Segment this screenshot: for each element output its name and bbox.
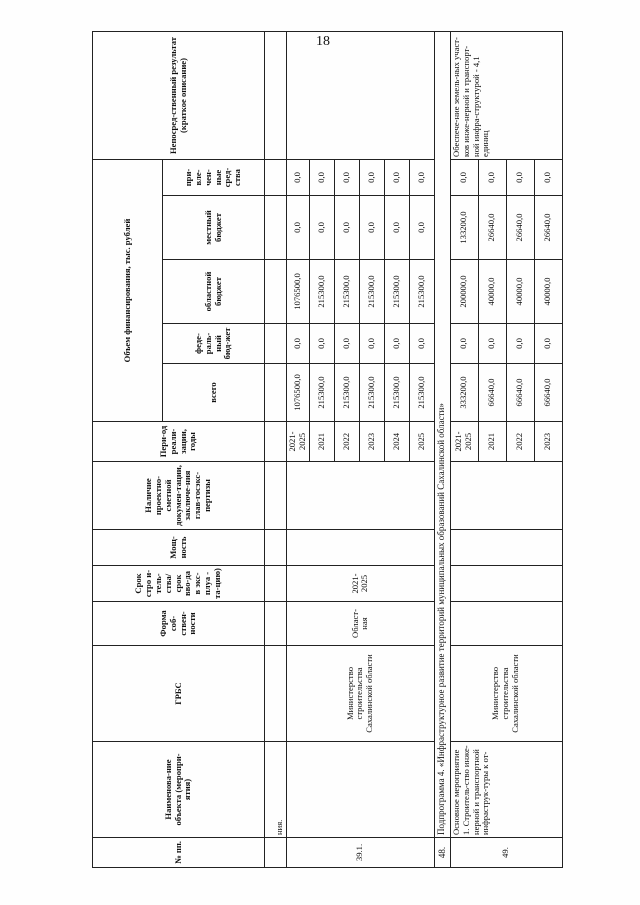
header-regional: областной бюджет: [163, 260, 265, 324]
table-row: [265, 32, 287, 868]
other-cell: 0,0: [409, 160, 434, 196]
cont-num: [265, 838, 287, 868]
obj39-psd: [287, 462, 435, 530]
cell: [265, 160, 287, 196]
cell: [265, 196, 287, 260]
period-cell: 2021-2025: [450, 422, 478, 462]
cell: [265, 324, 287, 364]
cell: [265, 422, 287, 462]
federal-cell: 0,0: [478, 324, 506, 364]
total-cell: 215300,0: [359, 364, 384, 422]
header-num: № пп.: [93, 838, 265, 868]
cell: [265, 364, 287, 422]
regional-cell: 40000,0: [506, 260, 534, 324]
cont-name: ния.: [265, 742, 287, 838]
total-cell: 215300,0: [409, 364, 434, 422]
regional-cell: 215300,0: [309, 260, 334, 324]
financing-table: [92, 31, 563, 868]
cell: [265, 462, 287, 530]
obj39-num: 39.1.: [287, 838, 435, 868]
federal-cell: 0,0: [384, 324, 409, 364]
header-federal: феде-раль-ный бюд-жет: [163, 324, 265, 364]
obj39-grbs: Министерство строительства Сахалинской области: [287, 646, 435, 742]
period-cell: 2022: [334, 422, 359, 462]
period-cell: 2024: [384, 422, 409, 462]
table-row: [287, 32, 310, 868]
obj39-term: 2021-2025: [287, 566, 435, 602]
period-cell: 2021-2025: [287, 422, 310, 462]
regional-cell: 40000,0: [478, 260, 506, 324]
header-total: всего: [163, 364, 265, 422]
federal-cell: 0,0: [309, 324, 334, 364]
other-cell: 0,0: [359, 160, 384, 196]
obj39-form: Област-ная: [287, 602, 435, 646]
period-cell: 2021: [478, 422, 506, 462]
regional-cell: 215300,0: [384, 260, 409, 324]
federal-cell: 0,0: [287, 324, 310, 364]
obj49-power: [450, 530, 562, 566]
local-cell: 0,0: [409, 196, 434, 260]
obj49-num: 49.: [450, 838, 562, 868]
obj39-name: [287, 742, 435, 838]
total-cell: 215300,0: [309, 364, 334, 422]
obj39-power: [287, 530, 435, 566]
other-cell: 0,0: [309, 160, 334, 196]
obj49-name: Основное мероприятие 1. Строитель-ство инже-нерной и транспортной инфраструк-туры к от-: [450, 742, 562, 838]
other-cell: 0,0: [334, 160, 359, 196]
local-cell: 26640,0: [534, 196, 562, 260]
other-cell: 0,0: [287, 160, 310, 196]
page-number: 18: [316, 34, 330, 49]
header-form: Форма соб-ствен-ности: [93, 602, 265, 646]
federal-cell: 0,0: [506, 324, 534, 364]
header-term: Срок стро и-тель-ства/ срок вво-да в экс-плуа - та-цию): [93, 566, 265, 602]
table-row: [450, 32, 478, 868]
obj49-term: [450, 566, 562, 602]
other-cell: 0,0: [534, 160, 562, 196]
local-cell: 0,0: [359, 196, 384, 260]
regional-cell: 215300,0: [359, 260, 384, 324]
local-cell: 0,0: [334, 196, 359, 260]
regional-cell: 215300,0: [409, 260, 434, 324]
cell: [265, 566, 287, 602]
header-financing: Объем финансирования, тыс. рублей: [93, 160, 163, 422]
obj49-result: Обеспече-ние земель-ных участ-ков инже-нерной и транспорт-ной инфра-структурой - 4,1 единиц: [450, 32, 562, 160]
local-cell: 0,0: [287, 196, 310, 260]
header-other: при-вле-чен-ные сред-ства: [163, 160, 265, 196]
cell: [265, 646, 287, 742]
obj49-psd: [450, 462, 562, 530]
header-result: Непосред-ственный результат (краткое описание): [93, 32, 265, 160]
period-cell: 2022: [506, 422, 534, 462]
total-cell: 333200,0: [450, 364, 478, 422]
header-grbs: ГРБС: [93, 646, 265, 742]
obj49-grbs: Министерство строительства Сахалинской области: [450, 646, 562, 742]
period-cell: 2025: [409, 422, 434, 462]
other-cell: 0,0: [384, 160, 409, 196]
local-cell: 26640,0: [478, 196, 506, 260]
obj49-form: [450, 602, 562, 646]
total-cell: 215300,0: [334, 364, 359, 422]
federal-cell: 0,0: [534, 324, 562, 364]
other-cell: 0,0: [506, 160, 534, 196]
header-name: Наименова-ние объекта (меропри-ятия): [93, 742, 265, 838]
total-cell: 1076500,0: [287, 364, 310, 422]
rotated-table-container: [92, 32, 574, 868]
cell: [265, 530, 287, 566]
header-period: Пери-од реали-зации, годы: [93, 422, 265, 462]
header-psd: Наличие проектно-сметной докумен-тации, заключе-ния глав-госэкс-пертизы: [93, 462, 265, 530]
other-cell: 0,0: [450, 160, 478, 196]
local-cell: 0,0: [384, 196, 409, 260]
cell: [265, 260, 287, 324]
total-cell: 215300,0: [384, 364, 409, 422]
cell: [265, 602, 287, 646]
regional-cell: 40000,0: [534, 260, 562, 324]
local-cell: 0,0: [309, 196, 334, 260]
subprogram-row: [434, 32, 450, 868]
period-cell: 2021: [309, 422, 334, 462]
federal-cell: 0,0: [450, 324, 478, 364]
period-cell: 2023: [534, 422, 562, 462]
federal-cell: 0,0: [409, 324, 434, 364]
federal-cell: 0,0: [359, 324, 384, 364]
regional-cell: 215300,0: [334, 260, 359, 324]
period-cell: 2023: [359, 422, 384, 462]
local-cell: 26640,0: [506, 196, 534, 260]
cell: [265, 32, 287, 160]
other-cell: 0,0: [478, 160, 506, 196]
total-cell: 66640,0: [506, 364, 534, 422]
obj39-result: [287, 32, 435, 160]
band48-text: Подпрограмма 4. «Инфраструктурное развитие территорий муниципальных образований Сахалинской области»: [434, 32, 450, 838]
regional-cell: 1076500,0: [287, 260, 310, 324]
header-local: местный бюджет: [163, 196, 265, 260]
total-cell: 66640,0: [478, 364, 506, 422]
header-power: Мощ-ность: [93, 530, 265, 566]
band48-num: 48.: [434, 838, 450, 868]
total-cell: 66640,0: [534, 364, 562, 422]
regional-cell: 200000,0: [450, 260, 478, 324]
federal-cell: 0,0: [334, 324, 359, 364]
local-cell: 133200,0: [450, 196, 478, 260]
